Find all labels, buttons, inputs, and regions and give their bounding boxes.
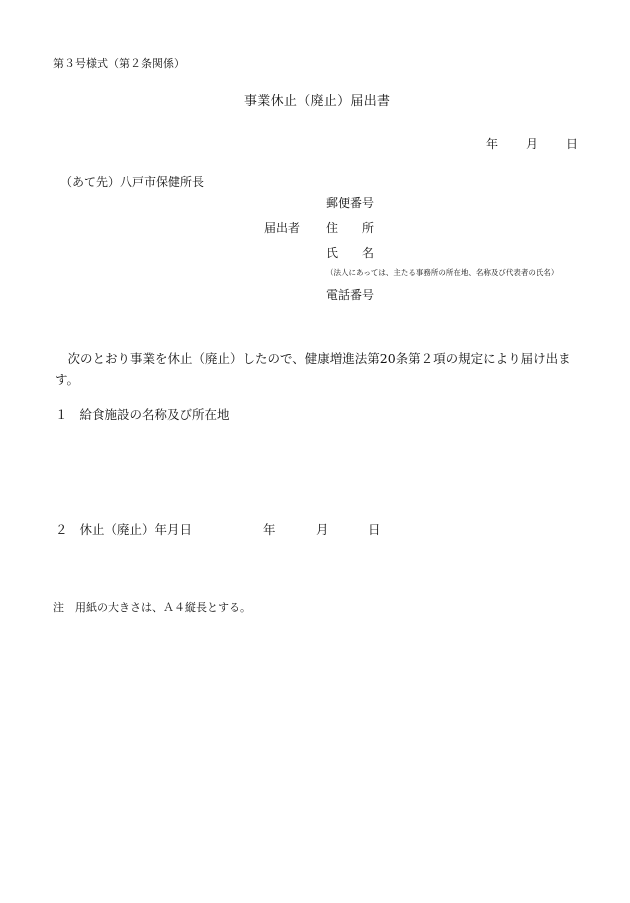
section-2-label: 休止（廃止）年月日 <box>79 522 193 537</box>
section-2-number: ２ <box>55 522 68 537</box>
section-2 <box>55 524 192 537</box>
form-number: 第３号様式（第２条関係） <box>53 57 185 70</box>
date-month-label: 月 <box>526 137 539 151</box>
postal-code-label: 郵便番号 <box>326 196 375 210</box>
section-2-year: 年 <box>263 522 276 537</box>
section-1-label: 給食施設の名称及び所在地 <box>79 407 230 422</box>
phone-label: 電話番号 <box>326 288 375 302</box>
name-label: 氏 名 <box>326 246 375 260</box>
date-year-label: 年 <box>486 137 499 151</box>
paper-size-note: 注 用紙の大きさは、Ａ４縦長とする。 <box>53 601 251 614</box>
corporate-note: （法人にあっては、主たる事務所の所在地、名称及び代表者の氏名） <box>326 268 559 277</box>
section-1-number: １ <box>55 407 68 422</box>
document-title: 事業休止（廃止）届出書 <box>244 94 391 109</box>
address-label: 住 所 <box>326 221 375 235</box>
section-2-day: 日 <box>368 522 381 537</box>
body-paragraph: 次のとおり事業を休止（廃止）したので、健康増進法第20条第２項の規定により届け出ます。 <box>55 351 571 388</box>
notifier-label: 届出者 <box>264 221 301 235</box>
date-day-label: 日 <box>566 137 579 151</box>
section-1 <box>55 409 230 422</box>
section-2-month: 月 <box>316 522 329 537</box>
addressee: （あて先）八戸市保健所長 <box>60 175 205 189</box>
